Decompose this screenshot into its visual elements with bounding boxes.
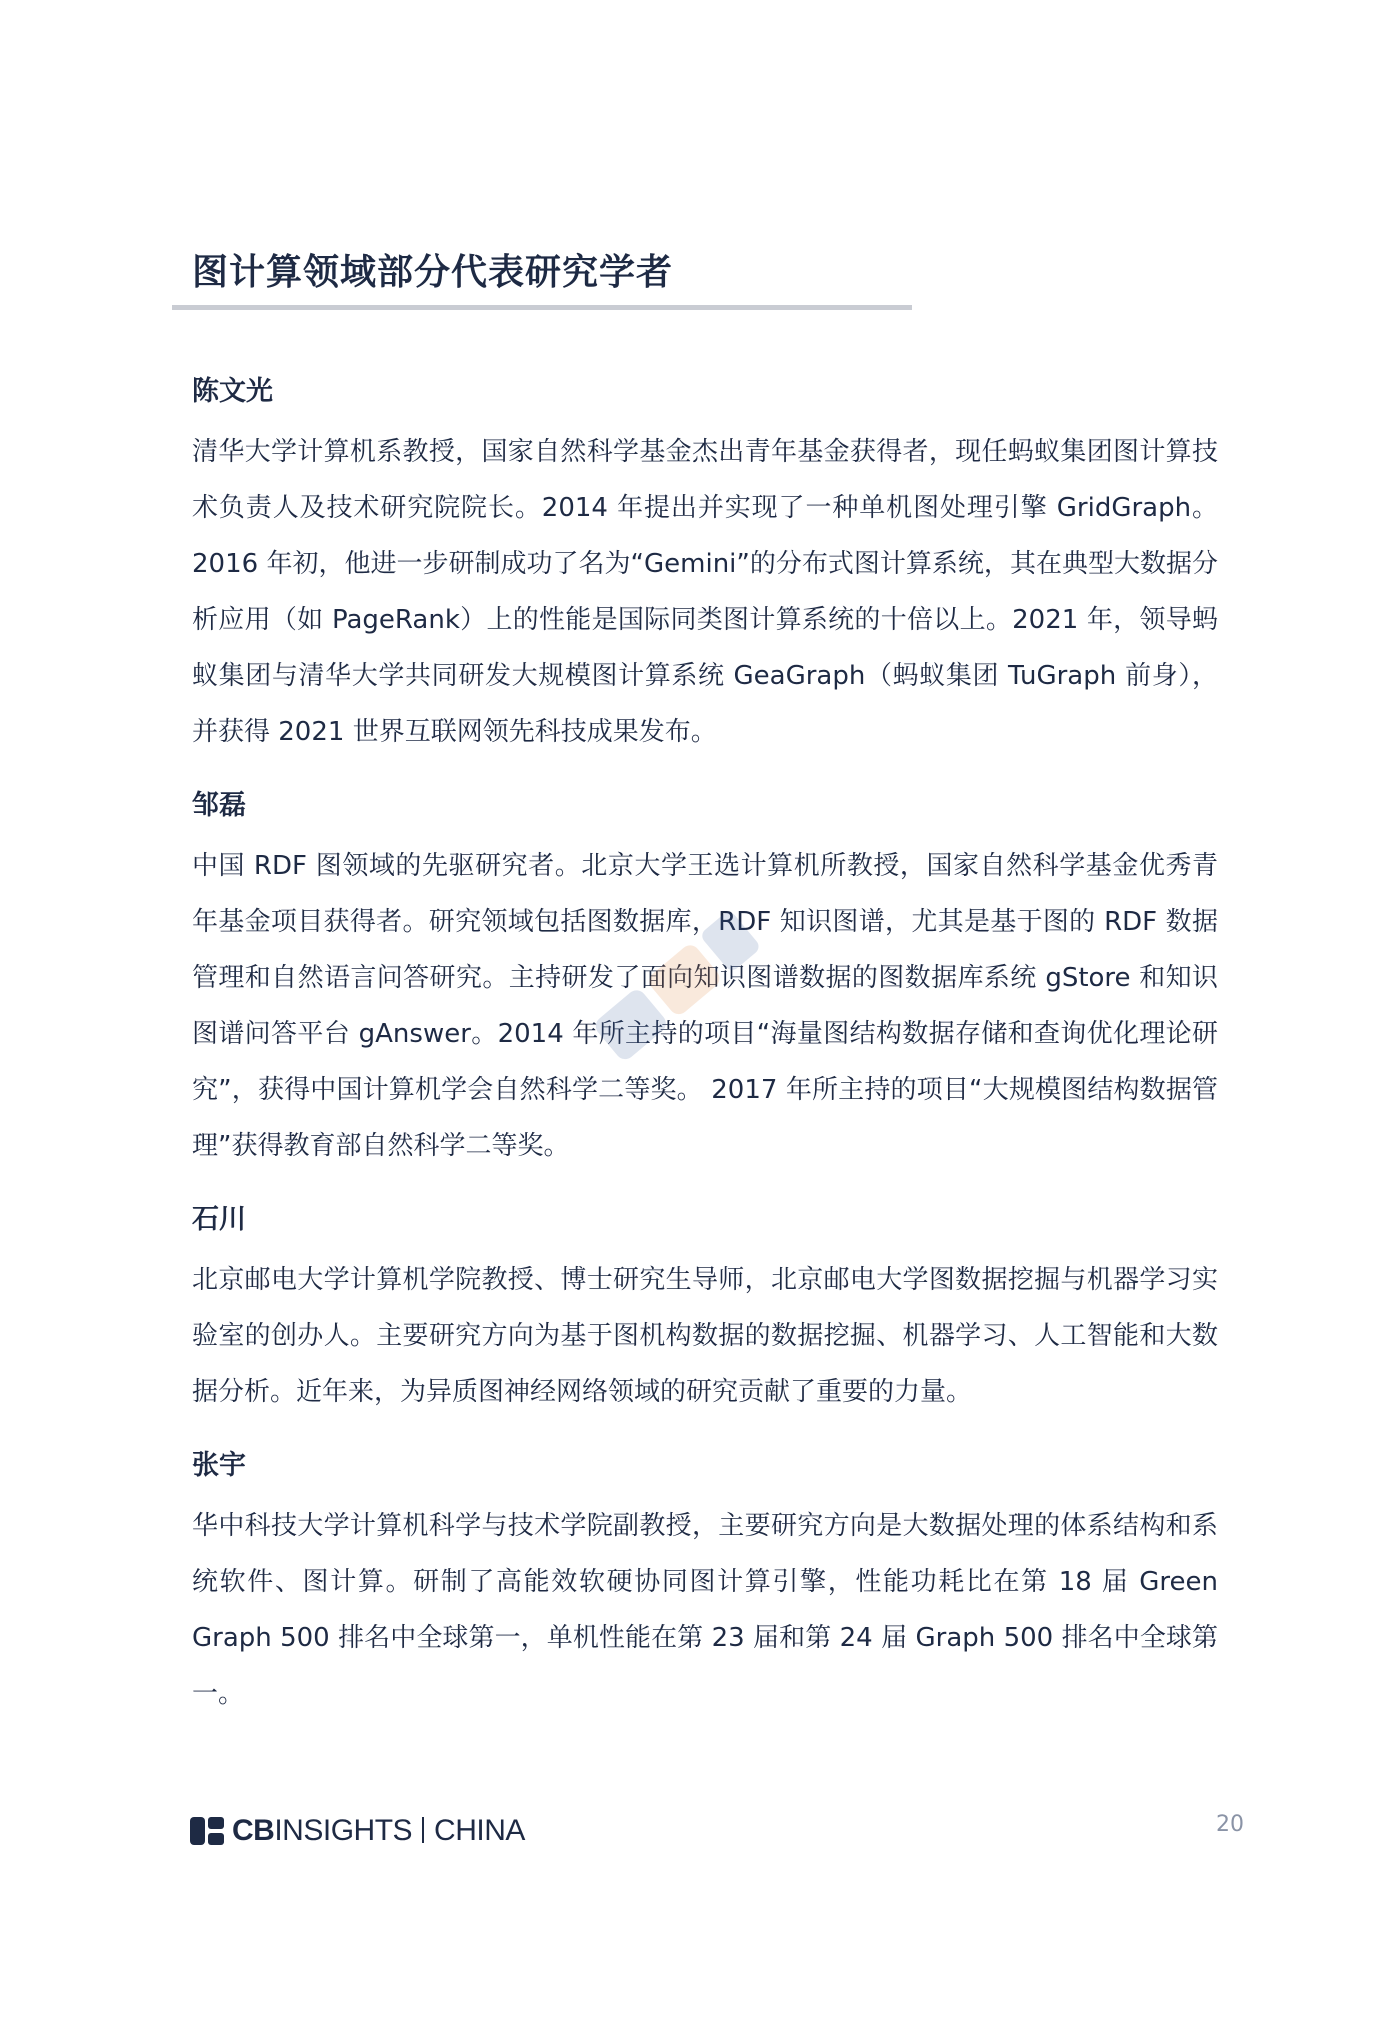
scholar-name: 陈文光	[192, 376, 273, 407]
page-title: 图计算领域部分代表研究学者	[192, 252, 674, 293]
title-divider	[172, 305, 912, 310]
logo-wordmark	[232, 1814, 525, 1848]
scholar-bio: 中国 RDF 图领域的先驱研究者。北京大学王选计算机所教授，国家自然科学基金优秀青年基金项目获得者。研究领域包括图数据库，RDF 知识图谱，尤其是基于图的 RDF 数据管理和自然语言问答研究。主持研发了面向知识图谱数据的图数据库系统 gStore 和知识图谱问答平台 gAnswer。2014 年所主持的项目“海量图结构数据存储和查询优化理论研究”，获得中国计算机学会自然科学二等奖。 2017 年所主持的项目“大规模图结构数据管理”获得教育部自然科学二等奖。	[192, 851, 1218, 1161]
logo-region-text: CHINA	[434, 1814, 525, 1847]
page-number: 20	[1216, 1812, 1244, 1837]
scholar-bio: 华中科技大学计算机科学与技术学院副教授，主要研究方向是大数据处理的体系结构和系统软件、图计算。研制了高能效软硬协同图计算引擎，性能功耗比在第 18 届 Green Graph 500 排名中全球第一，单机性能在第 23 届和第 24 届 Graph 500 排名中全球第一。	[192, 1511, 1218, 1709]
scholar-name: 张宇	[192, 1450, 246, 1481]
scholar-name: 邹磊	[192, 790, 246, 821]
scholar-section	[192, 1446, 1218, 1722]
cb-insights-logo	[190, 1814, 525, 1848]
logo-strong-text: CB	[232, 1814, 275, 1847]
logo-main-text: INSIGHTS	[274, 1814, 413, 1847]
scholar-bio: 北京邮电大学计算机学院教授、博士研究生导师，北京邮电大学图数据挖掘与机器学习实验室的创办人。主要研究方向为基于图机构数据的数据挖掘、机器学习、人工智能和大数据分析。近年来，为异质图神经网络领域的研究贡献了重要的力量。	[192, 1265, 1218, 1407]
scholar-name: 石川	[192, 1204, 246, 1235]
scholar-list	[192, 362, 1218, 1748]
logo-separator	[422, 1817, 424, 1843]
scholar-bio: 清华大学计算机系教授，国家自然科学基金杰出青年基金获得者，现任蚂蚁集团图计算技术负责人及技术研究院院长。2014 年提出并实现了一种单机图处理引擎 GridGraph。2016 年初，他进一步研制成功了名为“Gemini”的分布式图计算系统，其在典型大数据分析应用（如 PageRank）上的性能是国际同类图计算系统的十倍以上。2021 年，领导蚂蚁集团与清华大学共同研发大规模图计算系统 GeaGraph（蚂蚁集团 TuGraph 前身），并获得 2021 世界互联网领先科技成果发布。	[192, 437, 1218, 747]
scholar-section	[192, 786, 1218, 1174]
scholar-section	[192, 1200, 1218, 1420]
cb-insights-logo-icon	[190, 1817, 224, 1845]
scholar-section	[192, 372, 1218, 760]
